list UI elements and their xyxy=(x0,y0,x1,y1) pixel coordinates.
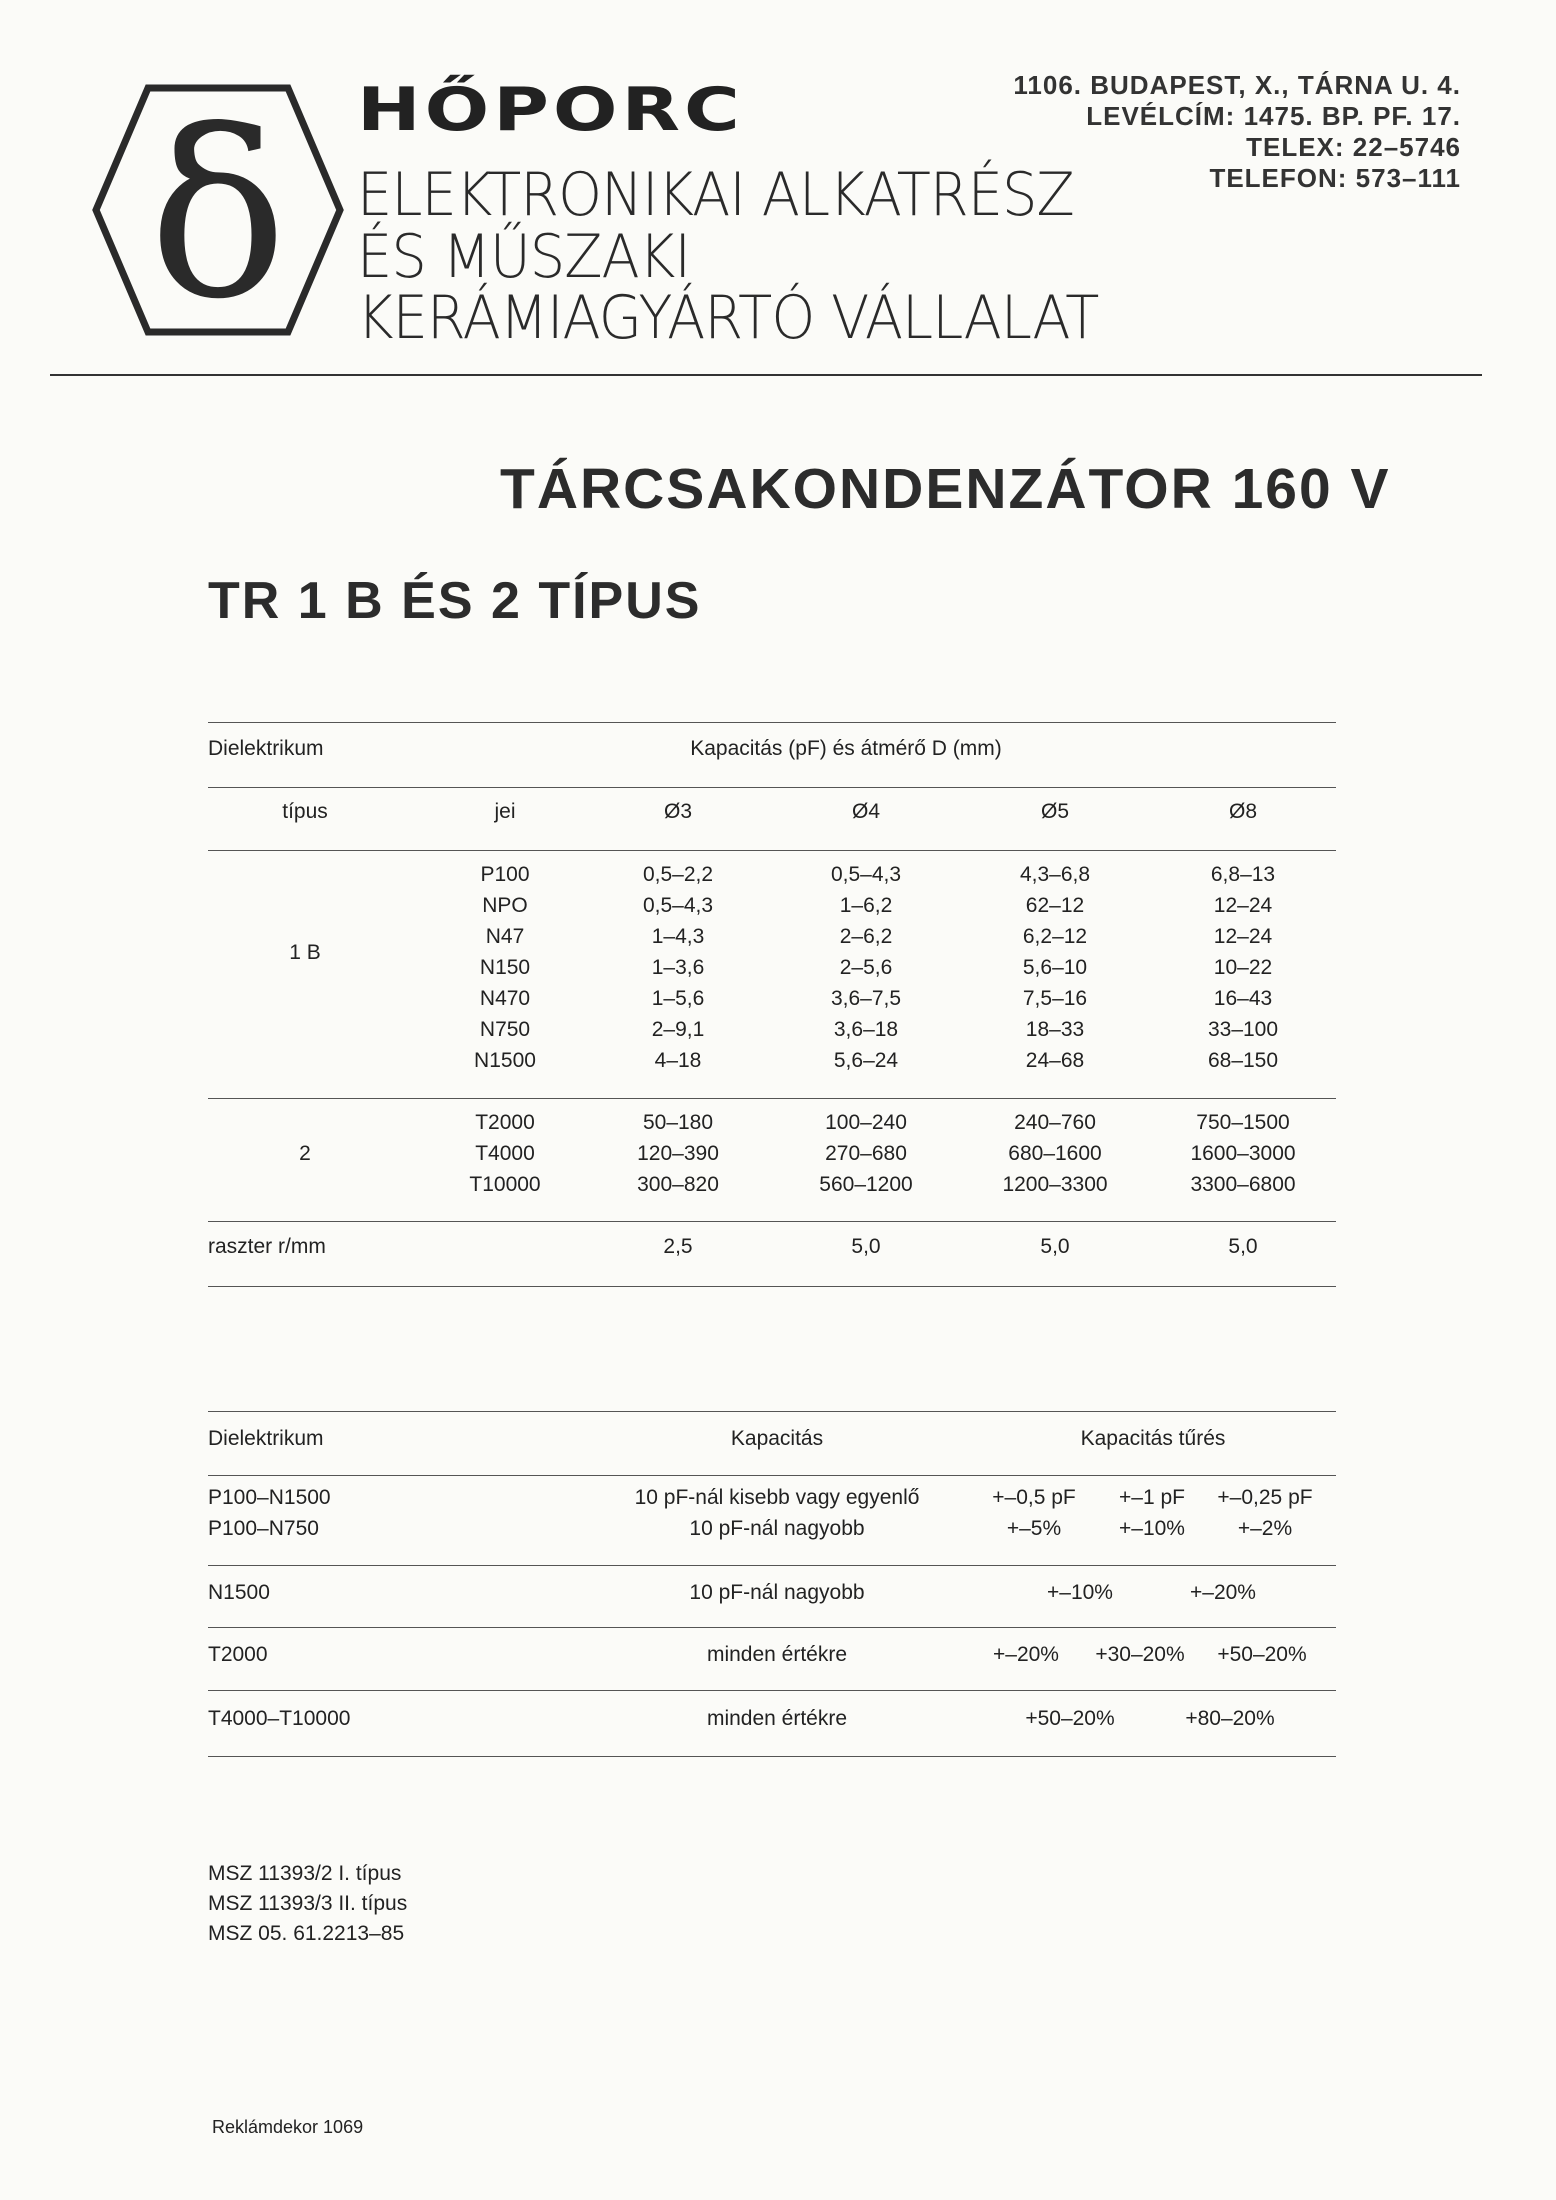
table-cell: 1–4,3 xyxy=(651,925,705,948)
table-cell: 10 pF-nál nagyobb xyxy=(689,1517,865,1540)
delta-symbol: δ xyxy=(148,83,288,340)
table-cell: 12–24 xyxy=(1213,925,1273,948)
address-line: TELEX: 22–5746 xyxy=(1246,132,1461,162)
table-cell: 120–390 xyxy=(637,1142,719,1165)
printer-imprint: Reklámdekor 1069 xyxy=(212,2117,364,2137)
table-cell: 4,3–6,8 xyxy=(1019,863,1091,886)
table-cell: 100–240 xyxy=(825,1111,907,1134)
raster-label: raszter r/mm xyxy=(208,1235,326,1258)
table-cell-jel: NPO xyxy=(482,894,528,917)
table-cell-diel: P100–N1500 xyxy=(208,1486,331,1509)
column-header-kapacitas: Kapacitás (pF) és átmérő D (mm) xyxy=(690,737,1002,760)
table-cell: 6,2–12 xyxy=(1022,925,1088,948)
table-cell: 24–68 xyxy=(1025,1049,1085,1072)
table-cell: +50–20% xyxy=(1025,1707,1115,1730)
table-cell-diel: T2000 xyxy=(208,1643,268,1666)
table-cell-diel: N1500 xyxy=(208,1581,270,1604)
column-header-tures: Kapacitás tűrés xyxy=(1080,1427,1226,1450)
table-cell: 1200–3300 xyxy=(1002,1173,1108,1196)
column-header-dielektrikum: Dielektrikum xyxy=(208,1427,324,1450)
table-cell: 10 pF-nál nagyobb xyxy=(689,1581,865,1604)
table-cell: 1–5,6 xyxy=(651,987,705,1010)
table-rule xyxy=(208,722,1336,723)
standard-reference: MSZ 11393/2 I. típus xyxy=(208,1862,402,1885)
table-rule xyxy=(208,1627,1336,1628)
group-label-1b: 1 B xyxy=(289,941,321,964)
table-rule xyxy=(208,1286,1336,1287)
table-cell-jel: T10000 xyxy=(469,1173,541,1196)
table-cell: 5,0 xyxy=(1040,1235,1070,1258)
company-line-1: ELEKTRONIKAI ALKATRÉSZ xyxy=(357,160,1074,230)
group-label-2: 2 xyxy=(299,1142,311,1165)
company-line-2: ÉS MŰSZAKI xyxy=(357,222,690,292)
table-cell: +50–20% xyxy=(1217,1643,1307,1666)
column-header-tipus: típus xyxy=(282,800,328,823)
table-rule xyxy=(208,787,1336,788)
column-header-kapacitas: Kapacitás xyxy=(730,1427,824,1450)
table-rule xyxy=(208,1475,1336,1476)
table-cell: 680–1600 xyxy=(1008,1142,1102,1165)
table-cell: 2–6,2 xyxy=(839,925,893,948)
table-cell: 16–43 xyxy=(1213,987,1273,1010)
table-cell: +–0,25 pF xyxy=(1217,1486,1313,1509)
table-rule xyxy=(208,1756,1336,1757)
table-cell: 0,5–4,3 xyxy=(830,863,902,886)
table-cell: 68–150 xyxy=(1207,1049,1279,1072)
company-address xyxy=(1013,70,1461,194)
standard-reference: MSZ 05. 61.2213–85 xyxy=(208,1922,405,1945)
table-cell-jel: P100 xyxy=(480,863,530,886)
table-cell: minden értékre xyxy=(706,1707,848,1730)
table-cell-jel: N470 xyxy=(479,987,531,1010)
table-cell: +–1 pF xyxy=(1119,1486,1185,1509)
table-cell-jel: T2000 xyxy=(475,1111,535,1134)
table-rule xyxy=(208,1098,1336,1099)
table-cell: 10–22 xyxy=(1213,956,1273,979)
table-cell: 18–33 xyxy=(1025,1018,1085,1041)
table-cell: 5,6–10 xyxy=(1022,956,1088,979)
table-cell: +–10% xyxy=(1047,1581,1113,1604)
table-cell: minden értékre xyxy=(706,1643,848,1666)
table-cell: 0,5–4,3 xyxy=(642,894,714,917)
table-cell: 3300–6800 xyxy=(1190,1173,1296,1196)
table-cell: +–0,5 pF xyxy=(992,1486,1076,1509)
table-cell: 2–5,6 xyxy=(839,956,893,979)
table-cell: 5,0 xyxy=(1228,1235,1258,1258)
table-cell: +–5% xyxy=(1006,1517,1062,1540)
table-cell: 50–180 xyxy=(642,1111,714,1134)
table-cell: 33–100 xyxy=(1207,1018,1279,1041)
table-cell: +–20% xyxy=(1190,1581,1256,1604)
table-cell: 3,6–18 xyxy=(833,1018,899,1041)
table-cell-jel: N47 xyxy=(485,925,525,948)
table-cell: 240–760 xyxy=(1014,1111,1096,1134)
table-cell-jel: N150 xyxy=(479,956,531,979)
company-line-3: KERÁMIAGYÁRTÓ VÁLLALAT xyxy=(357,283,1099,353)
table-cell: +–2% xyxy=(1237,1517,1293,1540)
column-header-d4: Ø4 xyxy=(851,800,881,823)
table-cell: 270–680 xyxy=(825,1142,907,1165)
table-rule xyxy=(208,850,1336,851)
table-cell: +80–20% xyxy=(1185,1707,1275,1730)
table-cell: 4–18 xyxy=(654,1049,702,1072)
table-cell-jel: N750 xyxy=(479,1018,531,1041)
table-cell: 1–6,2 xyxy=(839,894,893,917)
table-cell: 3,6–7,5 xyxy=(830,987,902,1010)
header-divider xyxy=(50,374,1482,376)
table-cell: 2–9,1 xyxy=(651,1018,705,1041)
standard-reference: MSZ 11393/3 II. típus xyxy=(208,1892,408,1915)
table-cell: 12–24 xyxy=(1213,894,1273,917)
table-cell: 300–820 xyxy=(637,1173,719,1196)
table-cell: 5,0 xyxy=(851,1235,881,1258)
column-header-d5: Ø5 xyxy=(1040,800,1070,823)
table-rule xyxy=(208,1690,1336,1691)
table-cell: 750–1500 xyxy=(1196,1111,1290,1134)
address-line: 1106. BUDAPEST, X., TÁRNA U. 4. xyxy=(1013,70,1461,100)
company-logo-emblem xyxy=(88,80,348,340)
table-cell: +–20% xyxy=(993,1643,1059,1666)
table-rule xyxy=(208,1565,1336,1566)
table-cell: 0,5–2,2 xyxy=(642,863,714,886)
table-cell: 6,8–13 xyxy=(1210,863,1276,886)
table-cell-diel: T4000–T10000 xyxy=(208,1707,351,1730)
table-cell: 1600–3000 xyxy=(1190,1142,1296,1165)
page-title: TÁRCSAKONDENZÁTOR 160 V xyxy=(500,457,1391,521)
column-header-d8: Ø8 xyxy=(1228,800,1258,823)
table-cell: 7,5–16 xyxy=(1022,987,1088,1010)
table-cell-jel: N1500 xyxy=(474,1049,536,1072)
table-cell: 2,5 xyxy=(663,1235,693,1258)
address-line: LEVÉLCÍM: 1475. BP. PF. 17. xyxy=(1086,101,1461,131)
table-cell: 62–12 xyxy=(1025,894,1085,917)
table-cell-diel: P100–N750 xyxy=(208,1517,319,1540)
table-cell: +30–20% xyxy=(1095,1643,1185,1666)
table-cell: 1–3,6 xyxy=(651,956,705,979)
brand-name: HŐPORC xyxy=(357,74,744,144)
column-header-d3: Ø3 xyxy=(663,800,693,823)
table-cell-jel: T4000 xyxy=(475,1142,535,1165)
table-cell: 10 pF-nál kisebb vagy egyenlő xyxy=(634,1486,920,1509)
page-subtitle: TR 1 B ÉS 2 TÍPUS xyxy=(208,572,702,630)
table-rule xyxy=(208,1411,1336,1412)
table-rule xyxy=(208,1221,1336,1222)
column-header-dielektrikum: Dielektrikum xyxy=(208,737,324,760)
table-cell: +–10% xyxy=(1119,1517,1185,1540)
table-cell: 5,6–24 xyxy=(833,1049,899,1072)
table-cell: 560–1200 xyxy=(819,1173,913,1196)
address-line: TELEFON: 573–111 xyxy=(1209,163,1461,193)
column-header-jel: jei xyxy=(494,800,516,823)
